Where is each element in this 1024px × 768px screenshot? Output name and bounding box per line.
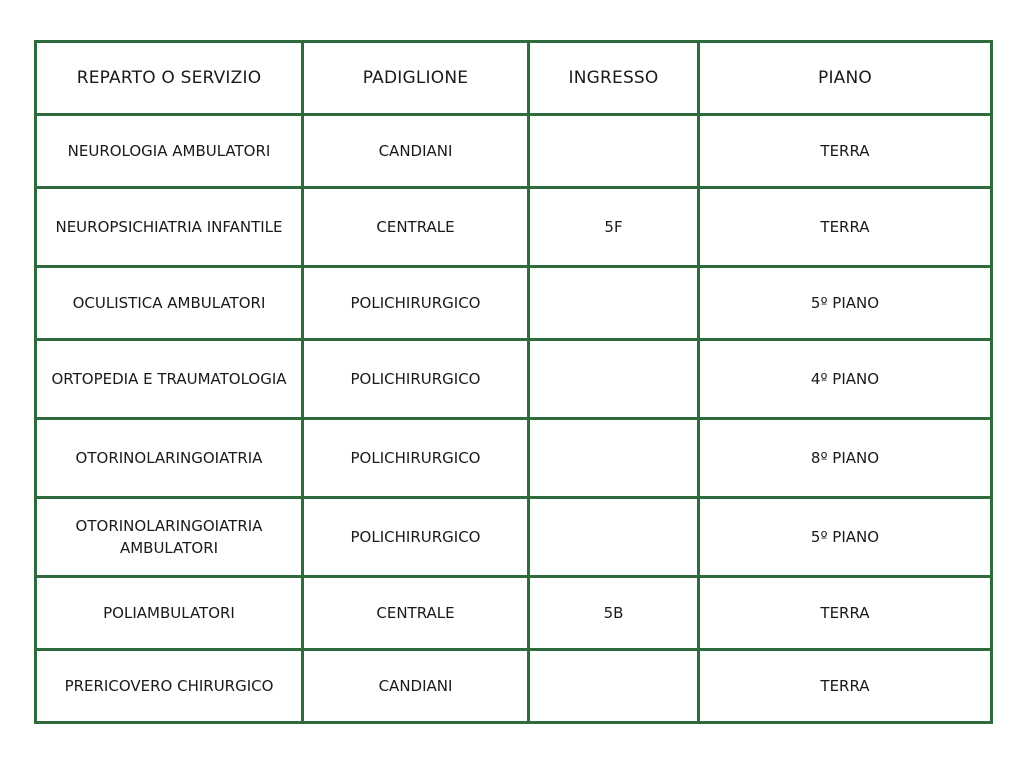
cell-department: OCULISTICA AMBULATORI <box>36 267 303 340</box>
table-row <box>36 267 992 340</box>
cell-floor: TERRA <box>699 650 992 723</box>
cell-floor: 4º PIANO <box>699 340 992 419</box>
cell-pavilion: POLICHIRURGICO <box>303 419 529 498</box>
cell-entrance: 5B <box>529 577 699 650</box>
table-row <box>36 115 992 188</box>
cell-department: POLIAMBULATORI <box>36 577 303 650</box>
cell-pavilion: CANDIANI <box>303 650 529 723</box>
cell-entrance <box>529 267 699 340</box>
cell-floor: TERRA <box>699 115 992 188</box>
cell-floor: 5º PIANO <box>699 267 992 340</box>
cell-pavilion: CENTRALE <box>303 188 529 267</box>
header-pavilion: PADIGLIONE <box>303 42 529 115</box>
cell-department: ORTOPEDIA E TRAUMATOLOGIA <box>36 340 303 419</box>
cell-pavilion: CENTRALE <box>303 577 529 650</box>
cell-pavilion: POLICHIRURGICO <box>303 340 529 419</box>
cell-entrance <box>529 419 699 498</box>
cell-floor: 8º PIANO <box>699 419 992 498</box>
cell-entrance <box>529 498 699 577</box>
table-row <box>36 577 992 650</box>
table-row <box>36 419 992 498</box>
header-entrance: INGRESSO <box>529 42 699 115</box>
table-row <box>36 188 992 267</box>
header-department: REPARTO O SERVIZIO <box>36 42 303 115</box>
table-row <box>36 650 992 723</box>
table-row <box>36 498 992 577</box>
cell-pavilion: CANDIANI <box>303 115 529 188</box>
cell-department: PRERICOVERO CHIRURGICO <box>36 650 303 723</box>
cell-department: OTORINOLARINGOIATRIA AMBULATORI <box>36 498 303 577</box>
table-row <box>36 340 992 419</box>
cell-entrance <box>529 115 699 188</box>
cell-entrance <box>529 650 699 723</box>
cell-entrance <box>529 340 699 419</box>
department-directory-table <box>34 40 993 724</box>
cell-floor: 5º PIANO <box>699 498 992 577</box>
cell-pavilion: POLICHIRURGICO <box>303 267 529 340</box>
cell-department: NEUROPSICHIATRIA INFANTILE <box>36 188 303 267</box>
cell-department: OTORINOLARINGOIATRIA <box>36 419 303 498</box>
cell-department: NEUROLOGIA AMBULATORI <box>36 115 303 188</box>
header-floor: PIANO <box>699 42 992 115</box>
cell-floor: TERRA <box>699 188 992 267</box>
cell-floor: TERRA <box>699 577 992 650</box>
header-row <box>36 42 992 115</box>
cell-pavilion: POLICHIRURGICO <box>303 498 529 577</box>
cell-entrance: 5F <box>529 188 699 267</box>
